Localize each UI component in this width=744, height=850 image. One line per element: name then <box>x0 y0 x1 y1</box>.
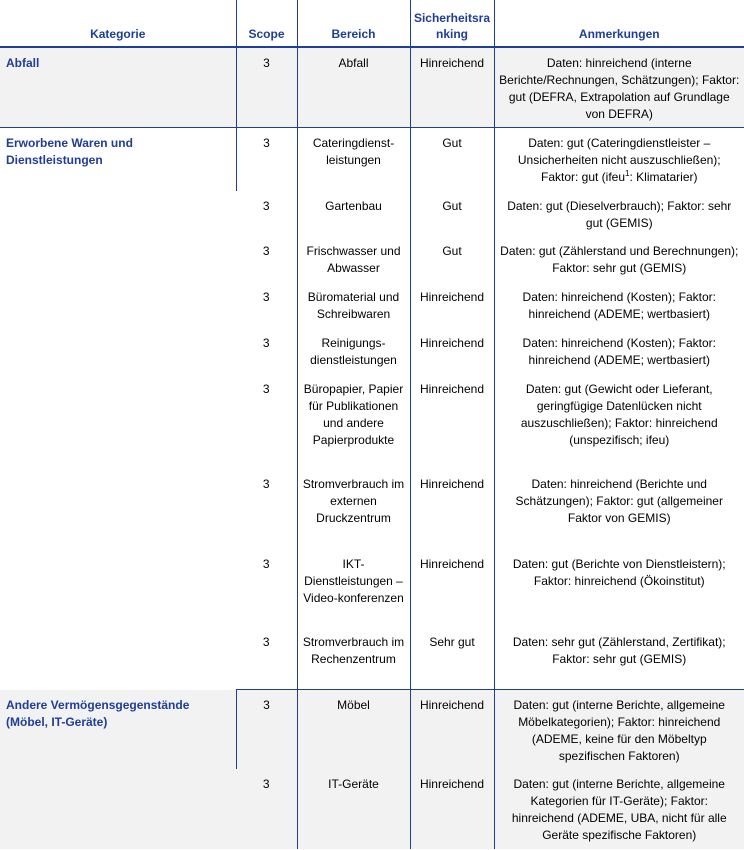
header-anmerkungen: Anmerkungen <box>494 0 744 47</box>
bereich-cell: Büropapier, Papier für Publikationen und andere Papierprodukte <box>297 374 410 469</box>
table-row <box>0 128 744 191</box>
category-cell: Andere Vermögensgegenstände (Möbel, IT-Geräte) <box>0 690 236 850</box>
scope-cell: 3 <box>236 47 297 128</box>
ranking-cell: Sehr gut <box>410 627 494 690</box>
bereich-cell: Büromaterial und Schreibwaren <box>297 282 410 328</box>
bereich-cell: Gartenbau <box>297 191 410 236</box>
anmerkung-cell: Daten: gut (Berichte von Dienstleistern); Faktor: hinreichend (Ökoinstitut) <box>494 549 744 627</box>
anmerkung-cell: Daten: gut (Zählerstand und Berechnungen); Faktor: sehr gut (GEMIS) <box>494 236 744 282</box>
table-row <box>0 47 744 128</box>
bereich-cell: Reinigungs-dienstleistungen <box>297 328 410 374</box>
anmerkung-cell: Daten: sehr gut (Zählerstand, Zertifikat); Faktor: sehr gut (GEMIS) <box>494 627 744 690</box>
bereich-cell: Stromverbrauch im externen Druckzentrum <box>297 469 410 549</box>
scope-cell: 3 <box>262 243 270 258</box>
table-header <box>0 0 744 47</box>
header-sicherheitsranking: Sicherheitsranking <box>410 0 494 47</box>
header-bereich: Bereich <box>297 0 410 47</box>
anmerkung-text: : Klimatarier) <box>629 170 698 184</box>
ranking-cell: Hinreichend <box>410 328 494 374</box>
category-cell: Erworbene Waren und Dienstleistungen <box>6 136 133 167</box>
ranking-cell: Hinreichend <box>410 47 494 128</box>
footnote-marker: 1 <box>625 169 630 178</box>
scope-cell: 3 <box>236 769 297 849</box>
ranking-cell: Gut <box>410 191 494 236</box>
scope-cell: 3 <box>262 198 270 213</box>
anmerkung-text: Daten: gut (Cateringdienstleister – Unsicherheiten nicht auszuschließen); Faktor: gut (ifeu <box>517 136 721 184</box>
ranking-cell: Hinreichend <box>410 469 494 549</box>
header-scope: Scope <box>236 0 297 47</box>
scope-cell: 3 <box>236 128 297 191</box>
bereich-cell: IT-Geräte <box>297 769 410 849</box>
anmerkung-cell: Daten: gut (Dieselverbrauch); Faktor: sehr gut (GEMIS) <box>494 191 744 236</box>
scope-cell: 3 <box>262 556 270 571</box>
scope-cell: 3 <box>262 381 270 396</box>
ranking-cell: Hinreichend <box>410 769 494 849</box>
ranking-cell: Hinreichend <box>410 282 494 328</box>
ranking-cell: Hinreichend <box>410 374 494 469</box>
anmerkung-cell: Daten: hinreichend (Berichte und Schätzungen); Faktor: gut (allgemeiner Faktor von GEMIS) <box>494 469 744 549</box>
anmerkung-cell: Daten: gut (interne Berichte, allgemeine Möbelkategorien); Faktor: hinreichend (ADEME, keine für den Möbeltyp spezifischen Faktoren) <box>494 690 744 770</box>
header-kategorie: Kategorie <box>0 0 236 47</box>
scope-cell: 3 <box>262 476 270 491</box>
anmerkung-cell: Daten: gut (interne Berichte, allgemeine Kategorien für IT-Geräte); Faktor: hinreichend (ADEME, UBA, nicht für alle Geräte spezifische Faktoren) <box>494 769 744 849</box>
ranking-cell: Hinreichend <box>410 549 494 627</box>
bereich-cell: Abfall <box>297 47 410 128</box>
anmerkung-cell <box>494 128 744 191</box>
bereich-cell: Stromverbrauch im Rechenzentrum <box>297 627 410 690</box>
bereich-cell: Cateringdienst-leistungen <box>297 128 410 191</box>
bereich-cell: Möbel <box>297 690 410 770</box>
bereich-cell: Frischwasser und Abwasser <box>297 236 410 282</box>
anmerkung-cell: Daten: gut (Gewicht oder Lieferant, geringfügige Datenlücken nicht auszuschließen); Faktor: hinreichend (unspezifisch; ifeu) <box>494 374 744 469</box>
ranking-cell: Gut <box>410 236 494 282</box>
ranking-cell: Hinreichend <box>410 690 494 770</box>
anmerkung-cell: Daten: hinreichend (Kosten); Faktor: hinreichend (ADEME; wertbasiert) <box>494 282 744 328</box>
scope-cell: 3 <box>236 627 297 690</box>
bereich-cell: IKT-Dienstleistungen – Video-konferenzen <box>297 549 410 627</box>
ranking-cell: Gut <box>410 128 494 191</box>
table-row <box>0 690 744 770</box>
scope-cell: 3 <box>236 690 297 770</box>
anmerkung-cell: Daten: hinreichend (Kosten); Faktor: hinreichend (ADEME; wertbasiert) <box>494 328 744 374</box>
anmerkung-cell: Daten: hinreichend (interne Berichte/Rechnungen, Schätzungen); Faktor: gut (DEFRA, Extrapolation auf Grundlage von DEFRA) <box>494 47 744 128</box>
scope-cell: 3 <box>262 289 270 304</box>
scope-cell: 3 <box>262 335 270 350</box>
category-cell: Abfall <box>0 47 236 128</box>
